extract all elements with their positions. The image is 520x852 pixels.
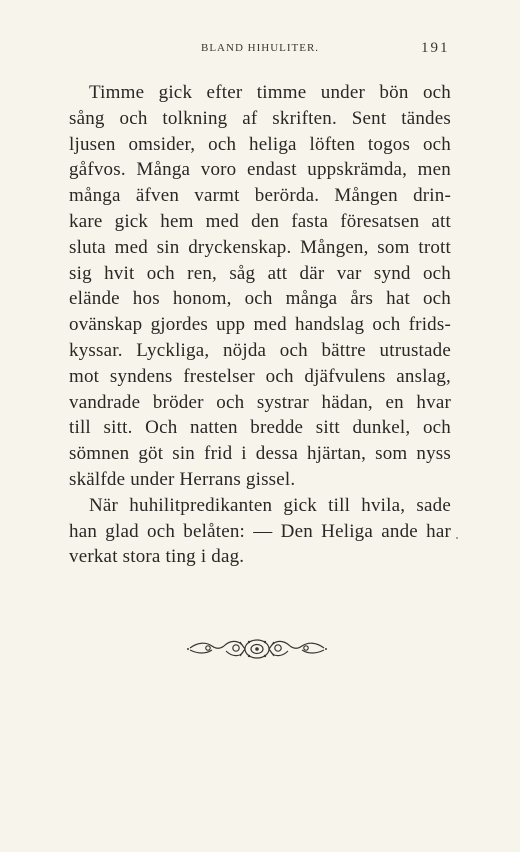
text-line: mot syndens frestelser och djäfvulens anslag, xyxy=(69,365,451,387)
paragraph-2 xyxy=(69,493,451,570)
paragraph-1 xyxy=(69,80,451,493)
running-head: BLAND HIHULITER. xyxy=(201,42,320,54)
text-line: elände hos honom, och många års hat och xyxy=(69,288,451,310)
text-line: sömnen göt sin frid i dessa hjärtan, som nyss xyxy=(69,443,451,465)
text-line: vandrade bröder och systrar hädan, en hvar xyxy=(69,391,451,413)
paper-speck xyxy=(456,537,458,539)
text-line: verkat stora ting i dag. xyxy=(69,546,245,568)
text-line: sång och tolkning af skriften. Sent tändes xyxy=(69,107,451,129)
page-header xyxy=(0,40,520,60)
text-line: skälfde under Herrans gissel. xyxy=(69,468,296,490)
text-line: ovänskap gjordes upp med handslag och frids- xyxy=(69,314,451,336)
text-line: kyssar. Lyckliga, nöjda och bättre utrustade xyxy=(69,339,451,361)
text-line: han glad och belåten: — Den Heliga ande har xyxy=(69,520,451,542)
text-line: gåfvos. Många voro endast uppskrämda, men xyxy=(69,159,451,181)
body-text xyxy=(69,80,451,570)
text-line: sluta med sin dryckenskap. Mången, som trott xyxy=(69,236,451,258)
text-line: många äfven varmt berörda. Mången drin- xyxy=(69,185,451,207)
page-number: 191 xyxy=(421,40,450,56)
text-line: Timme gick efter timme under bön och xyxy=(89,82,451,103)
text-line: sig hvit och ren, såg att där var synd och xyxy=(69,262,451,284)
text-line: ljusen omsider, och heliga löften togos och xyxy=(69,133,451,155)
text-line: kare gick hem med den fasta föresatsen att xyxy=(69,210,451,232)
text-line: När huhilitpredikanten gick till hvila, sade xyxy=(89,494,451,516)
scroll-ornament-icon xyxy=(186,636,328,662)
text-line: till sitt. Och natten bredde sitt dunkel, och xyxy=(69,417,451,439)
